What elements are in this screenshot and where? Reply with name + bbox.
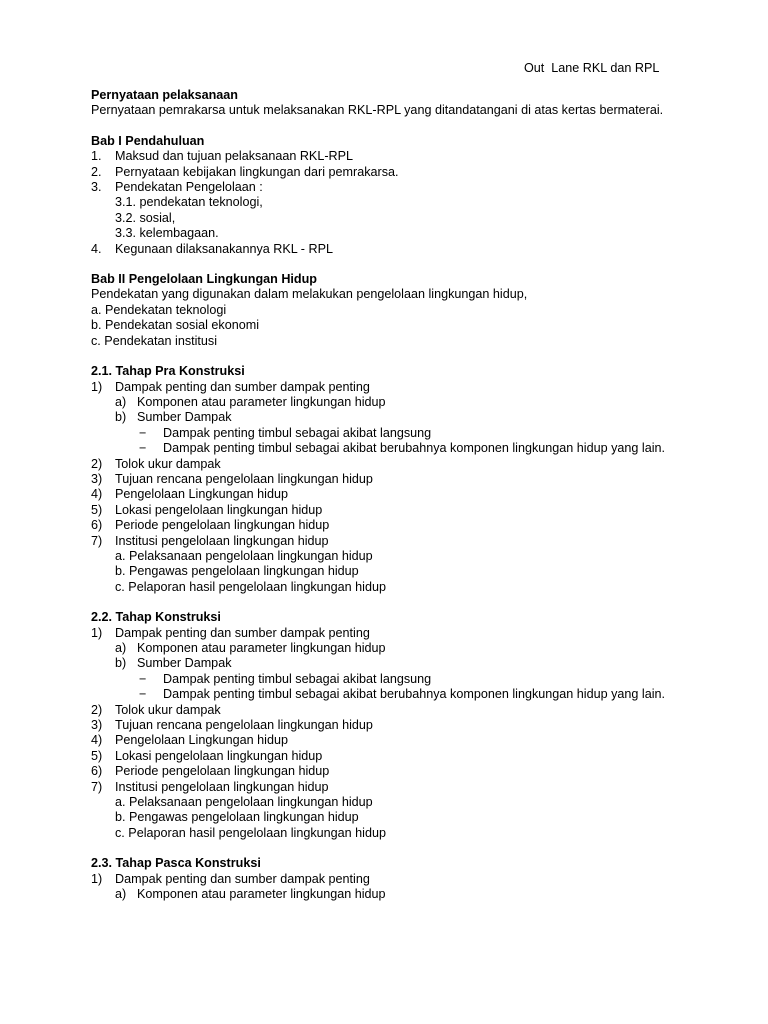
list-subitem: a. Pelaksanaan pengelolaan lingkungan hidup (115, 548, 373, 563)
pernyataan-text: Pernyataan pemrakarsa untuk melaksanakan RKL-RPL yang ditandatangani di atas kertas bermaterai. (91, 103, 664, 118)
dash-item: − Dampak penting timbul sebagai akibat langsung (139, 671, 432, 686)
list-item: 5) Lokasi pengelolaan lingkungan hidup (91, 502, 323, 517)
section-bab2 (91, 272, 675, 349)
section-heading-bab1: Bab I Pendahuluan (91, 133, 205, 148)
list-item: 7) Institusi pengelolaan lingkungan hidup (91, 779, 329, 794)
list-subitem: 3.1. pendekatan teknologi, (115, 195, 263, 210)
list-item: 3) Tujuan rencana pengelolaan lingkungan hidup (91, 718, 373, 733)
list-item: 5) Lokasi pengelolaan lingkungan hidup (91, 748, 323, 763)
list-item: 6) Periode pengelolaan lingkungan hidup (91, 764, 330, 779)
dash-item: − Dampak penting timbul sebagai akibat langsung (139, 425, 432, 440)
list-item: 1. Maksud dan tujuan pelaksanaan RKL-RPL (91, 149, 354, 164)
list-item: 2. Pernyataan kebijakan lingkungan dari pemrakarsa. (91, 164, 399, 179)
list-subitem: a) Komponen atau parameter lingkungan hidup (115, 394, 386, 409)
list-item: 1) Dampak penting dan sumber dampak penting (91, 625, 370, 640)
list-subitem: b) Sumber Dampak (115, 410, 232, 425)
section-heading-bab2: Bab II Pengelolaan Lingkungan Hidup (91, 272, 317, 287)
dash-item: − Dampak penting timbul sebagai akibat berubahnya komponen lingkungan hidup yang lain. (139, 687, 665, 702)
list-item: b. Pendekatan sosial ekonomi (91, 318, 260, 333)
list-subitem: b. Pengawas pengelolaan lingkungan hidup (115, 564, 359, 579)
list-item: 4) Pengelolaan Lingkungan hidup (91, 733, 288, 748)
list-subitem: 3.3. kelembagaan. (115, 226, 219, 241)
list-item: 1) Dampak penting dan sumber dampak penting (91, 379, 370, 394)
list-item: 4. Kegunaan dilaksanakannya RKL - RPL (91, 241, 333, 256)
list-subitem: c. Pelaporan hasil pengelolaan lingkungan hidup (115, 825, 386, 840)
document-header: Out Lane RKL dan RPL (524, 61, 660, 75)
list-item: c. Pendekatan institusi (91, 333, 218, 348)
list-item: 7) Institusi pengelolaan lingkungan hidup (91, 533, 329, 548)
section-tahap-pra-konstruksi (91, 364, 675, 595)
list-subitem: 3.2. sosial, (115, 210, 176, 225)
section-bab1 (91, 134, 675, 257)
list-item: 2) Tolok ukur dampak (91, 702, 221, 717)
section-tahap-konstruksi (91, 610, 675, 841)
list-item: 3. Pendekatan Pengelolaan : (91, 180, 263, 195)
list-item: 3) Tujuan rencana pengelolaan lingkungan hidup (91, 471, 373, 486)
list-subitem: a) Komponen atau parameter lingkungan hidup (115, 641, 386, 655)
list-item: 6) Periode pengelolaan lingkungan hidup (91, 518, 330, 533)
dash-item: − Dampak penting timbul sebagai akibat berubahnya komponen lingkungan hidup yang lain. (139, 441, 665, 456)
list-subitem: c. Pelaporan hasil pengelolaan lingkungan hidup (115, 579, 386, 594)
section-heading-2-2: 2.2. Tahap Konstruksi (91, 610, 221, 625)
document-content (91, 88, 675, 903)
list-subitem: b) Sumber Dampak (115, 656, 232, 671)
list-item: 1) Dampak penting dan sumber dampak penting (91, 871, 370, 886)
list-subitem: a. Pelaksanaan pengelolaan lingkungan hidup (115, 795, 373, 810)
list-subitem: b. Pengawas pengelolaan lingkungan hidup (115, 810, 359, 825)
section-tahap-pasca-konstruksi (91, 856, 675, 902)
section-heading-2-1: 2.1. Tahap Pra Konstruksi (91, 364, 245, 379)
list-item: a. Pendekatan teknologi (91, 302, 227, 317)
bab2-intro: Pendekatan yang digunakan dalam melakukan pengelolaan lingkungan hidup, (91, 287, 528, 302)
section-heading-pernyataan: Pernyataan pelaksanaan (91, 88, 239, 102)
list-item: 2) Tolok ukur dampak (91, 456, 221, 471)
list-subitem: a) Komponen atau parameter lingkungan hidup (115, 887, 386, 902)
list-item: 4) Pengelolaan Lingkungan hidup (91, 487, 288, 502)
section-heading-2-3: 2.3. Tahap Pasca Konstruksi (91, 856, 261, 871)
